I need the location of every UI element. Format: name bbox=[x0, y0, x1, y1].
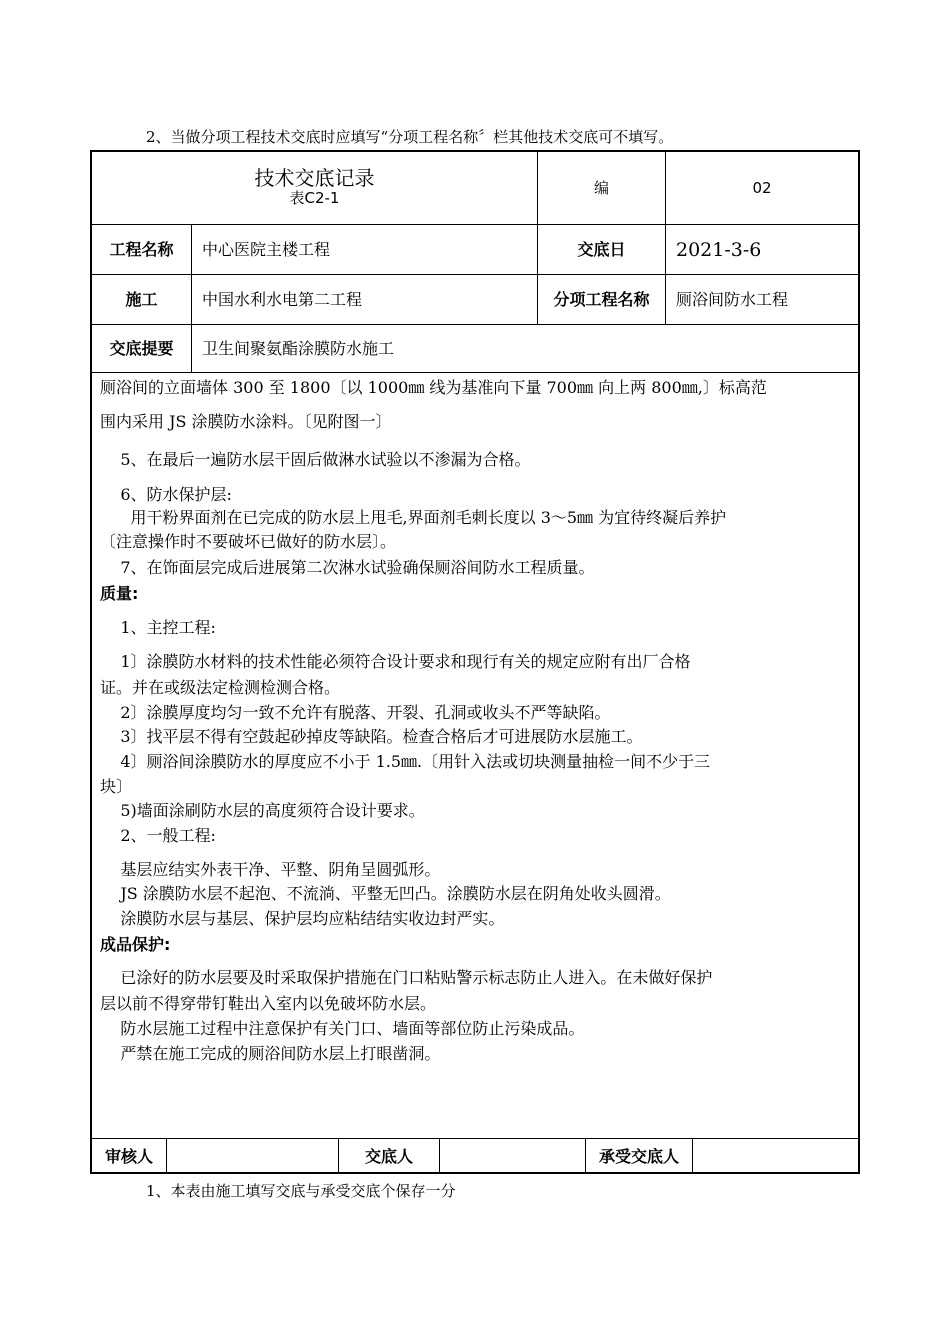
number-value: 02 bbox=[752, 179, 772, 197]
body-line: 6、防水保护层: bbox=[100, 485, 232, 504]
bottom-note: 1、本表由施工填写交底与承受交底个保存一分 bbox=[146, 1182, 456, 1200]
discloser-value[interactable] bbox=[440, 1139, 585, 1174]
summary-label: 交底提要 bbox=[109, 338, 174, 358]
form-number: 表C2-1 bbox=[289, 189, 340, 207]
technical-disclosure-form bbox=[90, 150, 860, 1174]
construction-value: 中国水利水电第二工程 bbox=[202, 289, 363, 309]
body-line: 3〕找平层不得有空鼓起砂掉皮等缺陷。检查合格后才可进展防水层施工。 bbox=[100, 727, 643, 746]
subproject-label: 分项工程名称 bbox=[553, 289, 650, 309]
body-line: 1、主控工程: bbox=[100, 618, 216, 637]
body-line: 〔注意操作时不要破坏已做好的防水层〕。 bbox=[100, 532, 397, 551]
reviewer-value[interactable] bbox=[167, 1139, 338, 1174]
project-name-value: 中心医院主楼工程 bbox=[202, 239, 331, 259]
form-title-block bbox=[92, 152, 537, 224]
number-label: 编 bbox=[593, 179, 609, 197]
disclosure-date-value: 2021-3-6 bbox=[676, 238, 762, 261]
body-line: 1〕涂膜防水材料的技术性能必须符合设计要求和现行有关的规定应附有出厂合格 bbox=[100, 652, 691, 671]
project-name-label: 工程名称 bbox=[109, 239, 174, 259]
body-line: 4〕厕浴间涂膜防水的厚度应不小于 1.5㎜.〔用针入法或切块测量抽检一间不少于三 bbox=[100, 752, 711, 771]
body-line: 用干粉界面剂在已完成的防水层上甩毛,界面剂毛刺长度以 3～5㎜ 为宜待终凝后养护 bbox=[100, 508, 727, 527]
body-line: 严禁在施工完成的厕浴间防水层上打眼凿洞。 bbox=[100, 1044, 441, 1063]
body-line: 已涂好的防水层要及时采取保护措施在门口粘贴警示标志防止人进入。在未做好保护 bbox=[100, 968, 713, 987]
body-line: 7、在饰面层完成后进展第二次淋水试验确保厕浴间防水工程质量。 bbox=[100, 558, 595, 577]
form-title: 技术交底记录 bbox=[254, 166, 375, 190]
receiver-label: 承受交底人 bbox=[598, 1146, 679, 1166]
body-line: 5、在最后一遍防水层干固后做淋水试验以不渗漏为合格。 bbox=[100, 450, 531, 469]
body-line: 2、一般工程: bbox=[100, 826, 216, 845]
body-line: 证。并在或级法定检测检测合格。 bbox=[100, 678, 341, 697]
subproject-value: 厕浴间防水工程 bbox=[676, 289, 789, 309]
body-line: 涂膜防水层与基层、保护层均应粘结结实收边封严实。 bbox=[100, 909, 505, 928]
top-note: 2、当做分项工程技术交底时应填写“分项工程名称〞栏其他技术交底可不填写。 bbox=[146, 128, 674, 146]
body-line: 围内采用 JS 涂膜防水涂料。〔见附图一〕 bbox=[100, 412, 392, 431]
discloser-label: 交底人 bbox=[364, 1146, 413, 1166]
construction-label: 施工 bbox=[125, 289, 158, 309]
section-heading-quality: 质量: bbox=[100, 584, 139, 603]
section-heading-protection: 成品保护: bbox=[100, 935, 171, 954]
body-line: 厕浴间的立面墙体 300 至 1800〔以 1000㎜ 线为基准向下量 700㎜ 向上两 800㎜,〕标高范 bbox=[100, 378, 767, 397]
row-divider bbox=[92, 372, 858, 373]
reviewer-label: 审核人 bbox=[104, 1146, 153, 1166]
disclosure-date-label: 交底日 bbox=[577, 239, 626, 259]
body-line: JS 涂膜防水层不起泡、不流淌、平整无凹凸。涂膜防水层在阴角处收头圆滑。 bbox=[100, 884, 671, 903]
body-line: 基层应结实外表干净、平整、阴角呈圆弧形。 bbox=[100, 860, 441, 879]
body-line: 5)墙面涂刷防水层的高度须符合设计要求。 bbox=[100, 801, 425, 820]
body-line: 防水层施工过程中注意保护有关门口、墙面等部位防止污染成品。 bbox=[100, 1019, 585, 1038]
body-line: 块〕 bbox=[100, 777, 133, 796]
body-line: 层以前不得穿带钉鞋出入室内以免破坏防水层。 bbox=[100, 994, 437, 1013]
body-line: 2〕涂膜厚度均匀一致不允许有脱落、开裂、孔洞或收头不严等缺陷。 bbox=[100, 703, 611, 722]
summary-value: 卫生间聚氨酯涂膜防水施工 bbox=[202, 338, 395, 358]
receiver-value[interactable] bbox=[693, 1139, 858, 1174]
